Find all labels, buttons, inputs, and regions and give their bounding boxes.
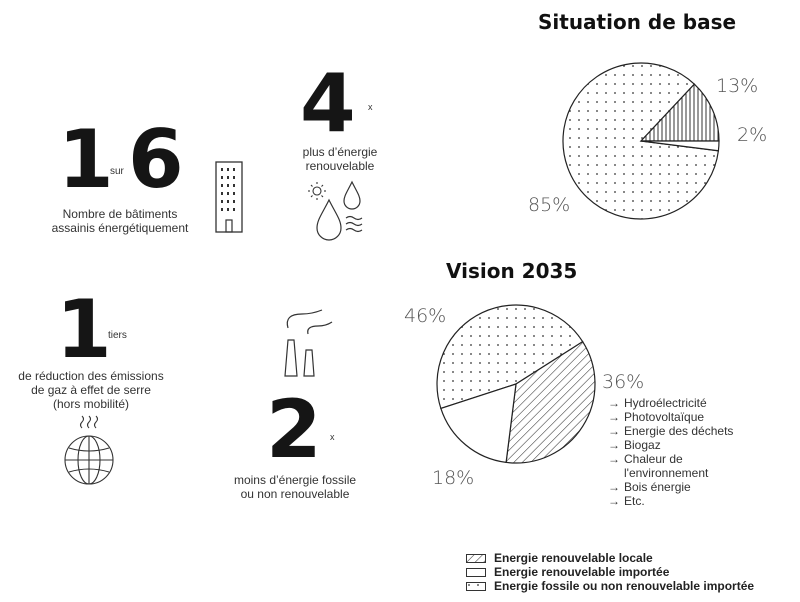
chart1-title: Situation de base (538, 10, 737, 34)
stat-emissions-num: 1 (56, 283, 112, 376)
renewable-source-item (608, 438, 758, 452)
legend (466, 551, 754, 593)
renewable-source-label: Biogaz (624, 438, 661, 452)
arrow-right-icon: → (608, 396, 620, 410)
stat-renewable-num: 4 (300, 57, 356, 150)
arrow-right-icon: → (608, 494, 620, 508)
renewable-source-label: Energie des déchets (624, 424, 734, 438)
stat-emissions-caption-line2: de gaz à effet de serre (31, 383, 151, 397)
legend-item-fossil (466, 579, 754, 593)
stat-renewable-sup: x (368, 102, 373, 112)
legend-item-imported (466, 565, 754, 579)
renewable-source-item (608, 452, 758, 480)
stat-buildings-caption-line2: assainis énergétiquement (51, 221, 189, 235)
stat-renewable-caption-line2: renouvelable (305, 159, 375, 173)
stat-buildings-num1: 1 (58, 113, 114, 206)
stat-fossil-caption-line2: ou non renouvelable (240, 487, 350, 501)
arrow-right-icon: → (608, 424, 620, 438)
chart2-label-renewable-local: 36% (602, 371, 645, 393)
renewable-source-label: Chaleur de l'environnement (624, 452, 709, 480)
renewable-source-label: Bois énergie (624, 480, 691, 494)
renewable-sources-list (608, 396, 758, 508)
chart1-label-renewable-imported: 2% (737, 124, 768, 146)
stat-fossil-num: 2 (266, 383, 322, 476)
renewable-source-label: Hydroélectricité (624, 396, 707, 410)
arrow-right-icon: → (608, 410, 620, 424)
legend-swatch-blank (466, 568, 486, 577)
renewable-source-label: Photovoltaïque (624, 410, 705, 424)
chart2-label-fossil: 46% (404, 305, 447, 327)
stat-fossil-sup: x (330, 432, 335, 442)
chart1-label-renewable-local: 13% (716, 75, 759, 97)
legend-item-local (466, 551, 754, 565)
stat-emissions-caption-line3: (hors mobilité) (52, 397, 130, 411)
renewable-source-item (608, 410, 758, 424)
renewable-source-label: Etc. (624, 494, 645, 508)
renewable-source-item (608, 494, 758, 508)
stat-buildings-sur: sur (110, 166, 124, 177)
stat-emissions-caption-line1: de réduction des émissions (18, 369, 164, 383)
renewable-source-item (608, 424, 758, 438)
renewable-source-item (608, 480, 758, 494)
stat-emissions-sup: tiers (108, 330, 127, 341)
arrow-right-icon: → (608, 452, 620, 466)
stat-buildings-num2: 6 (128, 113, 184, 206)
stat-buildings-caption-line1: Nombre de bâtiments (62, 207, 178, 221)
legend-label-fossil: Energie fossile ou non renouvelable importée (494, 579, 755, 593)
chart2-label-renewable-imported: 18% (432, 467, 475, 489)
stat-fossil-caption-line1: moins d’énergie fossile (233, 473, 357, 487)
legend-swatch-hatch (466, 554, 486, 563)
arrow-right-icon: → (608, 438, 620, 452)
legend-swatch-dots (466, 582, 486, 591)
legend-label-local: Energie renouvelable locale (494, 551, 653, 565)
arrow-right-icon: → (608, 480, 620, 494)
chart2-title: Vision 2035 (446, 259, 578, 283)
stat-renewable-caption-line1: plus d’énergie (302, 145, 378, 159)
chart1-label-fossil: 85% (528, 194, 571, 216)
renewable-source-item (608, 396, 758, 410)
legend-label-imported: Energie renouvelable importée (494, 565, 670, 579)
